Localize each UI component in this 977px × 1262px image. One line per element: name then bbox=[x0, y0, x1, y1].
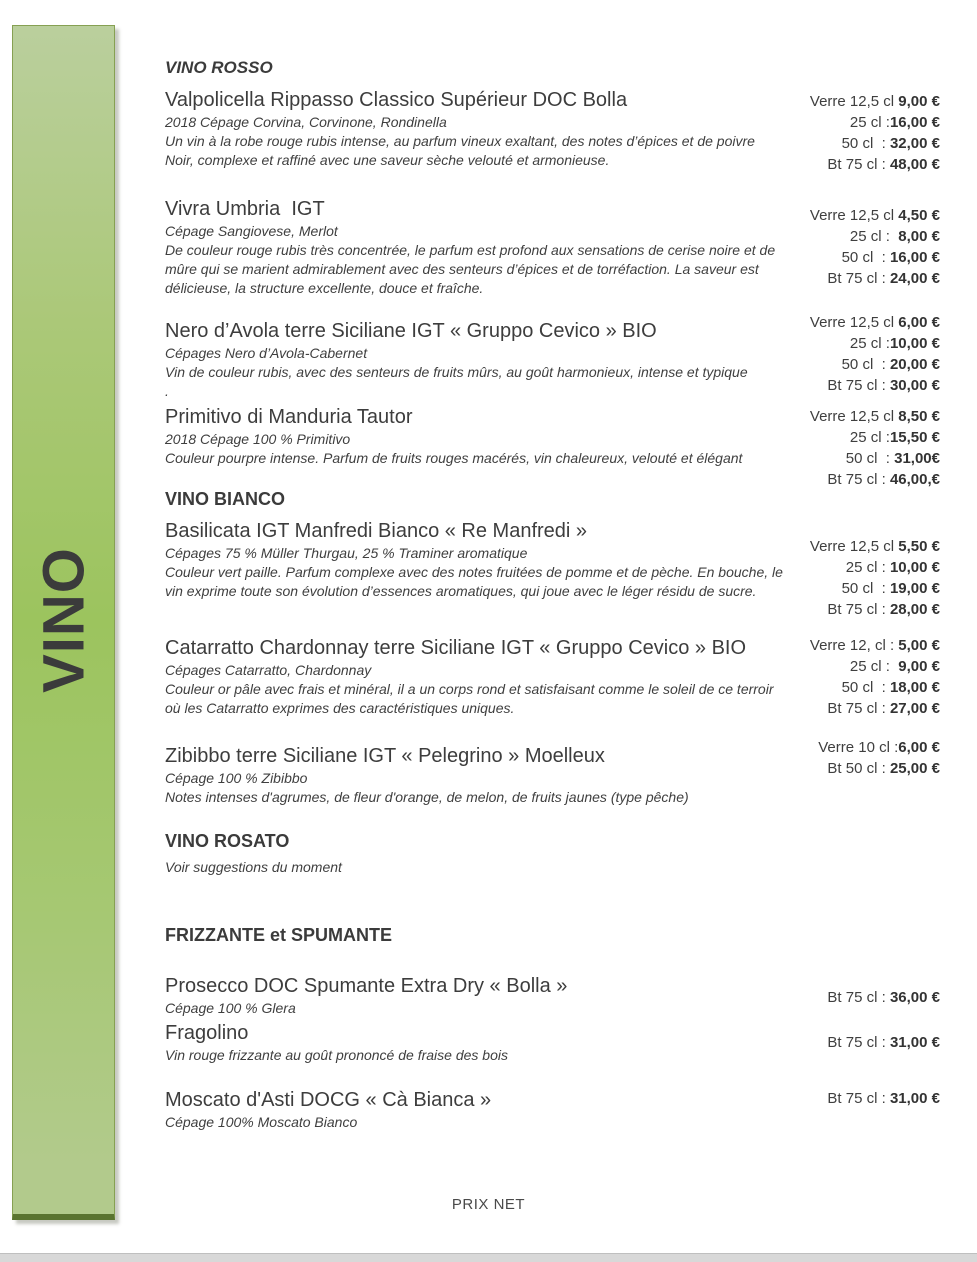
wine-detail-line: Cépage 100 % Glera bbox=[165, 1000, 296, 1016]
wine-detail-line: Cépages 75 % Müller Thurgau, 25 % Traminer aromatique bbox=[165, 545, 528, 561]
price-label: Verre 12, cl : bbox=[809, 637, 899, 654]
wine-detail-line: De couleur rouge rubis très concentrée, le parfum est profond aux sensations de cerise noire et de bbox=[165, 242, 776, 258]
price-line bbox=[810, 154, 940, 175]
price-label: Bt 75 cl : bbox=[827, 270, 890, 287]
rosato-note: Voir suggestions du moment bbox=[165, 859, 342, 875]
wine-price-block bbox=[827, 987, 940, 1008]
price-label: 50 cl : bbox=[841, 135, 890, 152]
price-label: Verre 12,5 cl bbox=[809, 314, 899, 331]
price-value: 24,00 € bbox=[889, 270, 940, 287]
price-value: 8,50 € bbox=[898, 408, 940, 425]
wine-entry-moscato bbox=[165, 1087, 940, 1132]
price-line bbox=[810, 427, 940, 448]
price-line bbox=[810, 205, 940, 226]
wine-entry-primitivo bbox=[165, 404, 940, 488]
wine-detail-line: Cépage Sangiovese, Merlot bbox=[165, 223, 338, 239]
price-label: Verre 10 cl : bbox=[818, 739, 899, 756]
price-label: 25 cl : bbox=[849, 114, 890, 131]
wine-price-block bbox=[827, 1088, 940, 1109]
wine-detail-line: Cépages Nero d’Avola-Cabernet bbox=[165, 345, 368, 361]
price-value: 9,00 € bbox=[898, 93, 940, 110]
price-label: Bt 75 cl : bbox=[827, 377, 890, 394]
price-label: Bt 75 cl : bbox=[827, 989, 890, 1006]
wine-detail-line: Couleur pourpre intense. Parfum de fruits rouges macérés, vin chaleureux, velouté et élégant bbox=[165, 450, 743, 466]
price-line bbox=[810, 448, 940, 469]
price-label: 25 cl : bbox=[845, 559, 890, 576]
price-line bbox=[810, 536, 940, 557]
wine-detail-line: 2018 Cépage 100 % Primitivo bbox=[165, 431, 351, 447]
price-line bbox=[810, 656, 940, 677]
price-value: 19,00 € bbox=[889, 580, 940, 597]
price-value: 5,00 € bbox=[898, 637, 940, 654]
wine-detail-line: 2018 Cépage Corvina, Corvinone, Rondinella bbox=[165, 114, 447, 130]
price-value: 31,00 € bbox=[889, 1034, 940, 1051]
section-heading-vino-bianco: VINO BIANCO bbox=[165, 489, 286, 509]
price-value: 8,00 € bbox=[898, 228, 940, 245]
price-value: 10,00 € bbox=[889, 335, 940, 352]
wine-detail-line: . bbox=[165, 383, 169, 399]
prix-net-footer: PRIX NET bbox=[451, 1196, 526, 1213]
wine-price-block bbox=[810, 536, 940, 620]
price-value: 15,50 € bbox=[889, 429, 940, 446]
wine-detail-line: Cépages Catarratto, Chardonnay bbox=[165, 662, 372, 678]
price-line bbox=[810, 247, 940, 268]
wine-detail-line: Vin de couleur rubis, avec des senteurs de fruits mûrs, au goût harmonieux, intense et typique bbox=[165, 364, 748, 380]
price-line bbox=[810, 354, 940, 375]
wine-price-block bbox=[810, 635, 940, 719]
wine-entry-catarratto bbox=[165, 635, 940, 718]
section-heading-frizzante-spumante: FRIZZANTE et SPUMANTE bbox=[165, 925, 392, 945]
price-value: 4,50 € bbox=[898, 207, 940, 224]
price-line bbox=[827, 987, 940, 1008]
price-line bbox=[810, 312, 940, 333]
wine-title: Vivra Umbria IGT bbox=[165, 198, 325, 220]
wine-detail-line: vin exprime toute son évolution d’essences aromatiques, qui joue avec le léger résidu de sucre. bbox=[165, 583, 757, 599]
price-value: 31,00 € bbox=[889, 1090, 940, 1107]
wine-title: Moscato d'Asti DOCG « Cà Bianca » bbox=[165, 1089, 492, 1111]
price-line bbox=[827, 1088, 940, 1109]
price-value: 20,00 € bbox=[889, 356, 940, 373]
wine-entry-basilicata bbox=[165, 518, 940, 618]
price-label: Bt 75 cl : bbox=[827, 156, 890, 173]
wine-price-block bbox=[827, 1032, 940, 1053]
price-label: 50 cl : bbox=[841, 580, 890, 597]
price-label: Verre 12,5 cl bbox=[809, 408, 899, 425]
price-value: 31,00€ bbox=[894, 450, 940, 467]
wine-entry-vivra-umbria bbox=[165, 196, 940, 298]
price-label: Verre 12,5 cl bbox=[809, 538, 899, 555]
wine-price-block bbox=[818, 737, 940, 779]
price-value: 18,00 € bbox=[889, 679, 940, 696]
price-line bbox=[818, 737, 940, 758]
price-label: Bt 75 cl : bbox=[827, 1090, 890, 1107]
price-label: Bt 75 cl : bbox=[827, 471, 890, 488]
price-label: 50 cl : bbox=[841, 249, 890, 266]
wine-title: Primitivo di Manduria Tautor bbox=[165, 406, 413, 428]
price-line bbox=[810, 112, 940, 133]
price-line bbox=[810, 469, 940, 490]
wine-detail-line: Noir, complexe et raffiné avec une saveur sèche velouté et armonieuse. bbox=[165, 152, 610, 168]
wine-entry-prosecco bbox=[165, 973, 940, 1018]
price-line bbox=[810, 333, 940, 354]
price-line bbox=[810, 406, 940, 427]
price-label: 50 cl : bbox=[841, 356, 890, 373]
price-value: 27,00 € bbox=[889, 700, 940, 717]
wine-detail-line: Couleur vert paille. Parfum complexe avec des notes fruitées de pomme et de pèche. En bouche, le bbox=[165, 564, 783, 580]
wine-title: Prosecco DOC Spumante Extra Dry « Bolla » bbox=[165, 975, 568, 997]
price-value: 48,00 € bbox=[889, 156, 940, 173]
wine-title: Catarratto Chardonnay terre Siciliane IGT « Gruppo Cevico » BIO bbox=[165, 637, 747, 659]
wine-detail-line: Cépage 100 % Zibibbo bbox=[165, 770, 308, 786]
wine-title: Nero d’Avola terre Siciliane IGT « Gruppo Cevico » BIO bbox=[165, 320, 657, 342]
price-value: 28,00 € bbox=[889, 601, 940, 618]
wine-detail-line: Cépage 100% Moscato Bianco bbox=[165, 1114, 358, 1130]
price-line bbox=[818, 758, 940, 779]
price-line bbox=[827, 1032, 940, 1053]
price-line bbox=[810, 557, 940, 578]
price-value: 32,00 € bbox=[889, 135, 940, 152]
wine-entry-fragolino bbox=[165, 1020, 940, 1065]
wine-detail-line: Un vin à la robe rouge rubis intense, au parfum vineux exaltant, des notes d’épices et de poivre bbox=[165, 133, 755, 149]
price-label: 25 cl : bbox=[849, 429, 890, 446]
price-line bbox=[810, 698, 940, 719]
menu-content bbox=[165, 56, 940, 1132]
price-label: Verre 12,5 cl bbox=[809, 93, 899, 110]
wine-price-block bbox=[810, 312, 940, 396]
price-label: 25 cl : bbox=[849, 658, 899, 675]
price-line bbox=[810, 375, 940, 396]
price-line bbox=[810, 268, 940, 289]
price-line bbox=[810, 91, 940, 112]
wine-price-block bbox=[810, 91, 940, 175]
price-label: Bt 75 cl : bbox=[827, 601, 890, 618]
wine-detail-line: Vin rouge frizzante au goût prononcé de fraise des bois bbox=[165, 1047, 508, 1063]
wine-detail-line: mûre qui se marient admirablement avec des senteurs d’épices et de torréfaction. La saveur est bbox=[165, 261, 759, 277]
wine-detail-line: délicieuse, la structure excellente, douce et fraîche. bbox=[165, 280, 484, 296]
price-label: Bt 50 cl : bbox=[827, 760, 890, 777]
price-label: 50 cl : bbox=[841, 679, 890, 696]
wine-entry-zibibbo bbox=[165, 739, 940, 807]
price-value: 25,00 € bbox=[889, 760, 940, 777]
price-value: 6,00 € bbox=[898, 314, 940, 331]
price-value: 6,00 € bbox=[898, 739, 940, 756]
price-value: 10,00 € bbox=[889, 559, 940, 576]
wine-price-block bbox=[810, 406, 940, 490]
price-line bbox=[810, 226, 940, 247]
price-label: Bt 75 cl : bbox=[827, 1034, 890, 1051]
wine-price-block bbox=[810, 205, 940, 289]
price-label: Bt 75 cl : bbox=[827, 700, 890, 717]
price-value: 36,00 € bbox=[889, 989, 940, 1006]
wine-entry-nero-davola bbox=[165, 314, 940, 401]
wine-detail-line: Notes intenses d'agrumes, de fleur d'orange, de melon, de fruits jaunes (type pêche) bbox=[165, 789, 689, 805]
price-label: 25 cl : bbox=[849, 228, 899, 245]
price-line bbox=[810, 599, 940, 620]
wine-entry-valpolicella bbox=[165, 87, 940, 173]
section-heading-vino-rosato: VINO ROSATO bbox=[165, 831, 290, 851]
wine-title: Basilicata IGT Manfredi Bianco « Re Manfredi » bbox=[165, 520, 588, 542]
price-value: 16,00 € bbox=[889, 249, 940, 266]
wine-detail-line: Couleur or pâle avec frais et minéral, il a un corps rond et satisfaisant comme le soleil de ce terroir bbox=[165, 681, 774, 697]
price-value: 9,00 € bbox=[898, 658, 940, 675]
price-line bbox=[810, 578, 940, 599]
price-value: 46,00,€ bbox=[889, 471, 940, 488]
vino-vertical-label: VINO bbox=[31, 547, 96, 693]
bottom-gray-bar bbox=[0, 1253, 977, 1262]
wine-title: Fragolino bbox=[165, 1022, 249, 1044]
vino-green-banner bbox=[12, 25, 115, 1220]
price-line bbox=[810, 133, 940, 154]
price-value: 16,00 € bbox=[889, 114, 940, 131]
price-value: 30,00 € bbox=[889, 377, 940, 394]
price-value: 5,50 € bbox=[898, 538, 940, 555]
price-label: Verre 12,5 cl bbox=[809, 207, 899, 224]
wine-detail-line: où les Catarratto exprimes des caractéristiques uniques. bbox=[165, 700, 515, 716]
wine-title: Valpolicella Rippasso Classico Supérieur DOC Bolla bbox=[165, 89, 628, 111]
price-line bbox=[810, 677, 940, 698]
wine-title: Zibibbo terre Siciliane IGT « Pelegrino » Moelleux bbox=[165, 745, 605, 767]
price-label: 25 cl : bbox=[849, 335, 890, 352]
price-label: 50 cl : bbox=[845, 450, 895, 467]
section-heading-vino-rosso: VINO ROSSO bbox=[165, 58, 273, 77]
price-line bbox=[810, 635, 940, 656]
